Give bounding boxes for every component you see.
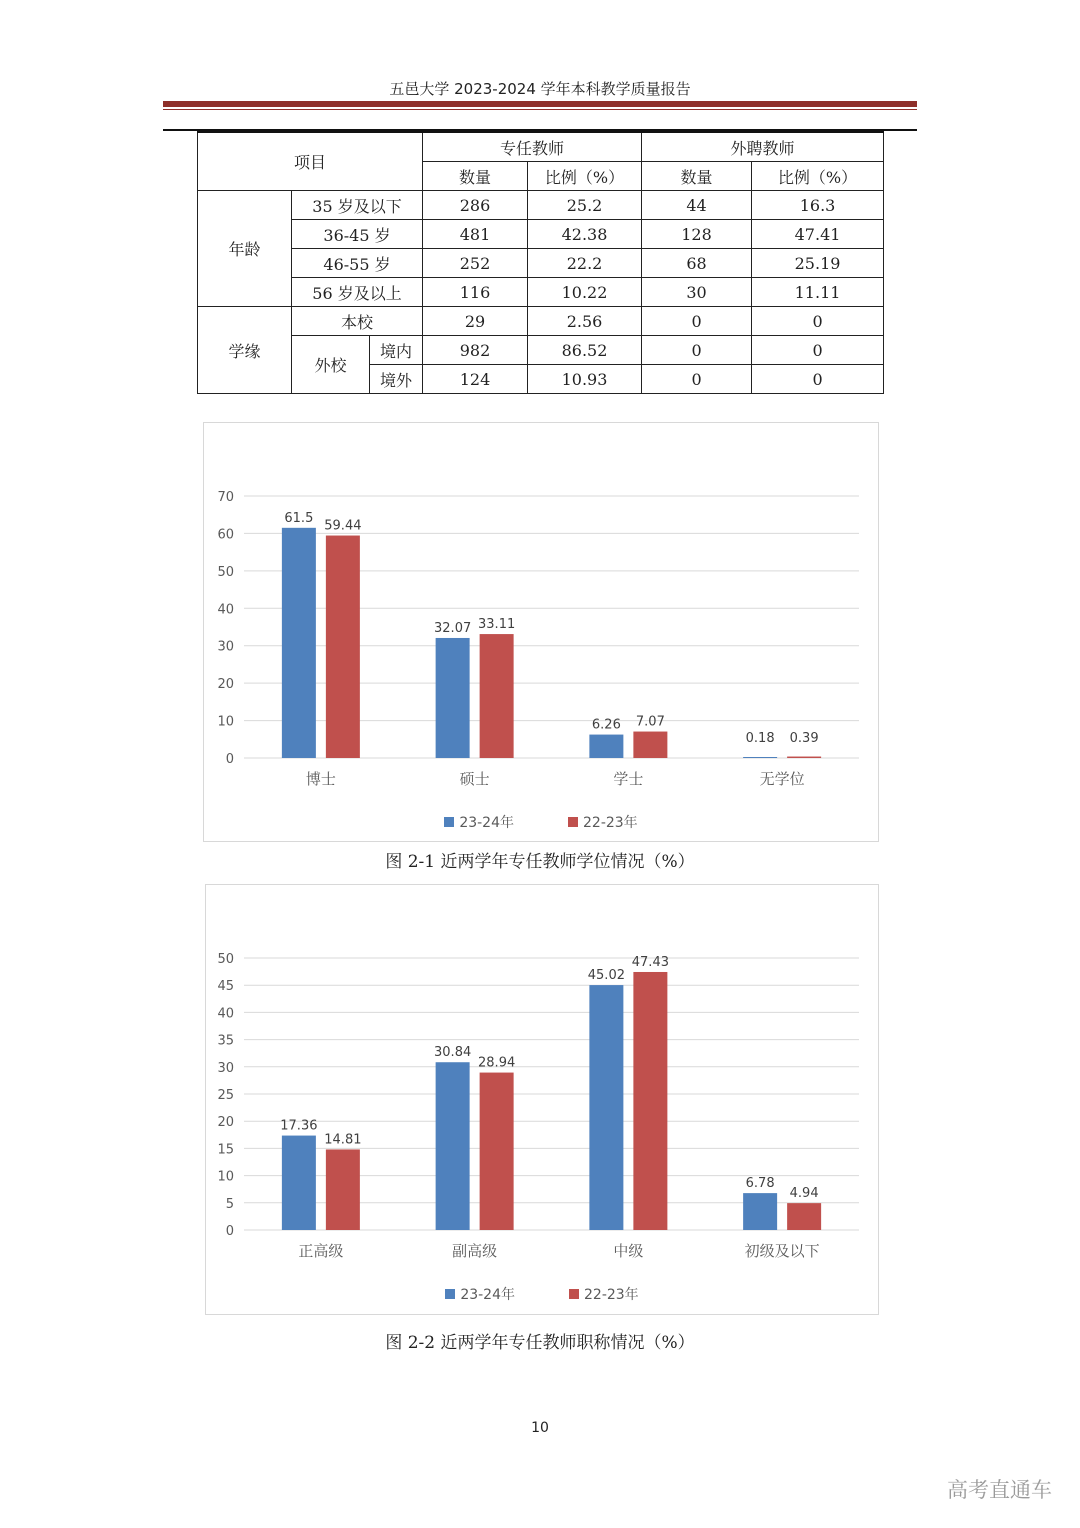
x-tick-label: 学士 [613,770,644,788]
row-label: 本校 [292,307,423,336]
legend-swatch [568,817,578,827]
bar [480,1073,514,1230]
page-number: 10 [531,1420,549,1436]
y-tick-label: 45 [217,979,234,995]
ex-ratio-cell: 0 [752,365,884,394]
row-label: 35 岁及以下 [292,191,423,220]
y-tick-label: 20 [217,677,234,693]
x-tick-label: 中级 [613,1242,644,1260]
age-group-label: 年龄 [198,191,292,307]
y-tick-label: 15 [217,1142,234,1158]
ft-count-cell: 481 [423,220,528,249]
data-label: 45.02 [587,968,625,984]
legend-label: 23-24年 [459,815,514,831]
legend-swatch [444,817,454,827]
y-tick-label: 70 [217,490,234,505]
header-item: 项目 [198,132,423,191]
y-tick-label: 20 [217,1115,234,1131]
ex-count-cell: 0 [642,365,752,394]
degree-chart-plot [204,423,878,841]
bar [787,1203,821,1230]
ft-count-cell: 124 [423,365,528,394]
y-tick-label: 40 [217,602,234,618]
ft-ratio-cell: 10.93 [528,365,642,394]
table-row [198,336,884,365]
ft-count-cell: 116 [423,278,528,307]
data-label: 59.44 [324,518,362,534]
ex-ratio-cell: 16.3 [752,191,884,220]
ex-count-cell: 68 [642,249,752,278]
y-tick-label: 25 [217,1088,234,1103]
legend-item [568,812,638,832]
x-tick-label: 硕士 [459,770,490,788]
y-tick-label: 10 [217,1169,234,1185]
legend-label: 23-24年 [460,1287,515,1303]
bar [282,528,316,758]
ft-ratio-cell: 2.56 [528,307,642,336]
ex-ratio-cell: 25.19 [752,249,884,278]
data-label: 47.43 [631,954,669,970]
legend-swatch [445,1289,455,1299]
header-fulltime: 专任教师 [423,132,642,162]
header-ft-count: 数量 [423,162,528,191]
ex-count-cell: 0 [642,336,752,365]
watermark-text: 高考直通车 [947,1478,1052,1502]
data-label: 32.07 [434,620,472,636]
bar [436,638,470,758]
data-label: 0.39 [789,731,819,746]
ft-ratio-cell: 10.22 [528,278,642,307]
degree-bar-chart [203,422,879,842]
x-tick-label: 初级及以下 [744,1242,820,1260]
ft-count-cell: 252 [423,249,528,278]
legend-label: 22-23年 [583,815,638,831]
row-label: 36-45 岁 [292,220,423,249]
legend-item [445,1284,515,1304]
table-row [198,307,884,336]
report-header-title: 五邑大学 2023-2024 学年本科教学质量报告 [389,80,691,98]
data-label: 4.94 [789,1186,819,1202]
legend-label: 22-23年 [584,1287,639,1303]
data-label: 14.81 [324,1132,362,1148]
bar [326,536,360,758]
data-label: 61.5 [284,510,314,526]
x-tick-label: 正高级 [298,1242,344,1260]
row-label: 境内 [370,336,423,365]
data-label: 6.78 [745,1176,775,1192]
title-bar-chart [205,884,879,1315]
other-school-label: 外校 [292,336,370,394]
bar [787,757,821,758]
table-row [198,191,884,220]
legend-item [569,1284,639,1304]
header-rule-thick [163,101,917,107]
bar [633,972,667,1230]
header-rule-thin [163,109,917,110]
faculty-structure-table [197,131,884,394]
ft-ratio-cell: 22.2 [528,249,642,278]
ft-ratio-cell: 25.2 [528,191,642,220]
y-tick-label: 40 [217,1006,234,1022]
table-row [198,220,884,249]
ex-ratio-cell: 0 [752,307,884,336]
y-tick-label: 30 [217,639,234,655]
bar [589,735,623,758]
ft-ratio-cell: 42.38 [528,220,642,249]
bar [633,732,667,758]
bar [743,1193,777,1230]
header-external: 外聘教师 [642,132,884,162]
edu-group-label: 学缘 [198,307,292,394]
row-label: 46-55 岁 [292,249,423,278]
legend-swatch [569,1289,579,1299]
x-tick-label: 无学位 [759,770,805,788]
y-tick-label: 0 [225,752,234,767]
table-row [198,278,884,307]
data-label: 0.18 [745,731,775,746]
ex-count-cell: 44 [642,191,752,220]
y-tick-label: 30 [217,1060,234,1076]
ex-count-cell: 128 [642,220,752,249]
data-label: 30.84 [434,1045,472,1061]
header-ex-ratio: 比例（%） [752,162,884,191]
data-label: 33.11 [478,617,516,633]
figure-caption: 图 2-1 近两学年专任教师学位情况（%） [385,852,695,872]
ft-count-cell: 29 [423,307,528,336]
bar [589,985,623,1230]
ex-ratio-cell: 11.11 [752,278,884,307]
y-tick-label: 60 [217,527,234,543]
y-tick-label: 50 [217,952,234,967]
data-label: 6.26 [591,717,621,733]
bar [282,1136,316,1230]
data-label: 17.36 [280,1118,318,1134]
ft-count-cell: 286 [423,191,528,220]
x-tick-label: 博士 [305,770,336,788]
ft-ratio-cell: 86.52 [528,336,642,365]
y-tick-label: 35 [217,1033,234,1049]
y-tick-label: 0 [225,1224,234,1239]
y-tick-label: 5 [225,1196,234,1212]
title-chart-plot [206,885,878,1314]
legend-item [444,812,514,832]
table-row [198,249,884,278]
row-label: 56 岁及以上 [292,278,423,307]
bar [743,757,777,758]
x-tick-label: 副高级 [452,1242,498,1260]
y-tick-label: 50 [217,564,234,580]
bar [326,1149,360,1230]
bar [436,1062,470,1230]
y-tick-label: 10 [217,714,234,730]
ex-ratio-cell: 47.41 [752,220,884,249]
ft-count-cell: 982 [423,336,528,365]
header-ex-count: 数量 [642,162,752,191]
ex-count-cell: 30 [642,278,752,307]
ex-ratio-cell: 0 [752,336,884,365]
row-label: 境外 [370,365,423,394]
data-label: 28.94 [478,1055,516,1071]
figure-caption: 图 2-2 近两学年专任教师职称情况（%） [385,1333,695,1353]
header-ft-ratio: 比例（%） [528,162,642,191]
title-chart-legend [206,1284,878,1304]
degree-chart-legend [204,812,878,832]
bar [480,634,514,758]
ex-count-cell: 0 [642,307,752,336]
data-label: 7.07 [635,714,665,730]
